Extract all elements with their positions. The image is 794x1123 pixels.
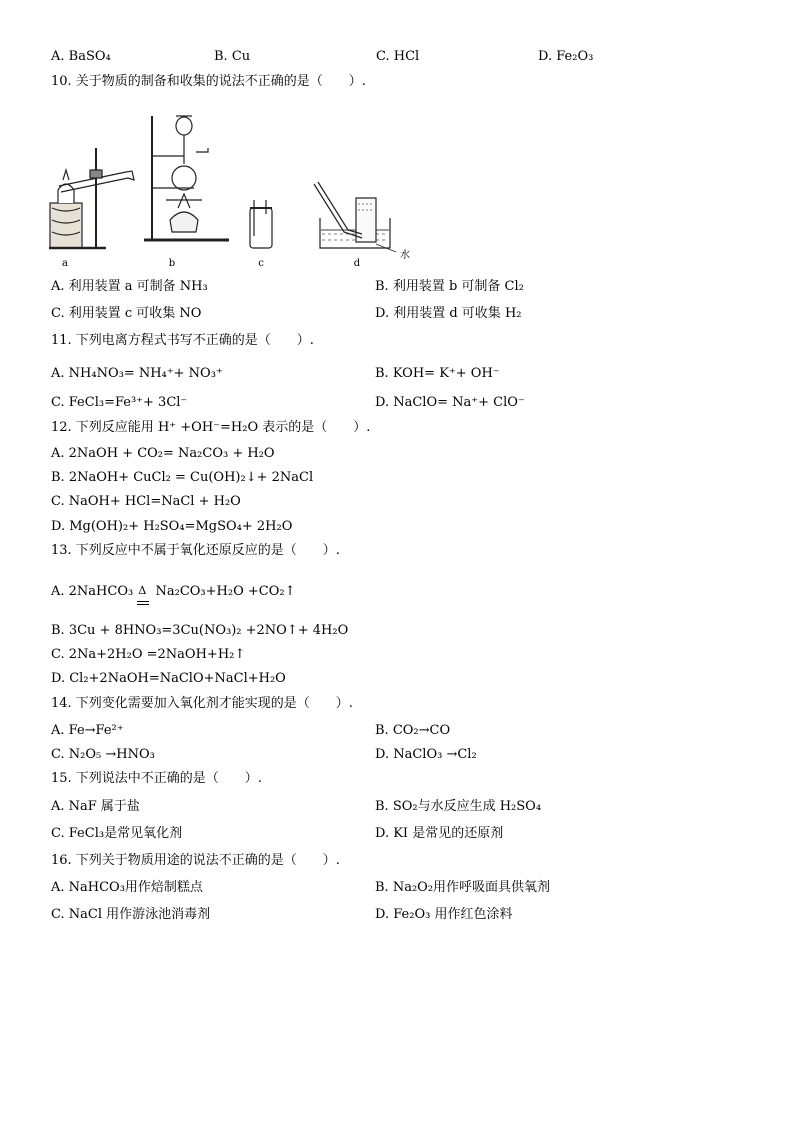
fig-label-a: a [62, 258, 68, 268]
q14-stem: 14. 下列变化需要加入氧化剂才能实现的是（ ）. [51, 696, 353, 711]
q9-option-c: C. HCl [376, 49, 420, 64]
q12-option-a: A. 2NaOH + CO₂= Na₂CO₃ + H₂O [51, 446, 275, 461]
lab-apparatus-figure [44, 108, 424, 268]
delta-icon: Δ [138, 584, 147, 597]
q14-option-a: A. Fe→Fe²⁺ [51, 723, 124, 738]
q12-option-b: B. 2NaOH+ CuCl₂ = Cu(OH)₂↓+ 2NaCl [51, 470, 314, 485]
q15-stem: 15. 下列说法中不正确的是（ ）. [51, 771, 262, 786]
q10-option-d: D. 利用装置 d 可收集 H₂ [375, 306, 522, 321]
q15-option-c: C. FeCl₃是常见氧化剂 [51, 826, 183, 841]
q14-option-c: C. N₂O₅ →HNO₃ [51, 747, 155, 762]
apparatus-a [49, 148, 134, 248]
q13-option-c: C. 2Na+2H₂O =2NaOH+H₂↑ [51, 647, 246, 662]
fig-label-d: d [353, 258, 361, 268]
q11-option-a: A. NH₄NO₃= NH₄⁺+ NO₃⁺ [51, 366, 223, 381]
apparatus-b [144, 116, 229, 240]
q9-option-d: D. Fe₂O₃ [538, 49, 594, 64]
q15-option-b: B. SO₂与水反应生成 H₂SO₄ [375, 799, 542, 814]
q13-option-a-left: A. 2NaHCO₃ [51, 584, 134, 599]
fig-label-c: c [258, 258, 264, 268]
q11-option-b: B. KOH= K⁺+ OH⁻ [375, 366, 500, 381]
fig-label-b: b [168, 258, 176, 268]
q12-stem: 12. 下列反应能用 H⁺ +OH⁻=H₂O 表示的是（ ）. [51, 420, 371, 435]
q16-stem: 16. 下列关于物质用途的说法不正确的是（ ）. [51, 853, 340, 868]
q9-option-b: B. Cu [214, 49, 251, 64]
q16-option-b: B. Na₂O₂用作呼吸面具供氧剂 [375, 880, 551, 895]
q13-option-d: D. Cl₂+2NaOH=NaClO+NaCl+H₂O [51, 671, 286, 686]
q15-option-d: D. KI 是常见的还原剂 [375, 826, 504, 841]
q12-option-c: C. NaOH+ HCl=NaCl + H₂O [51, 494, 241, 509]
q11-option-c: C. FeCl₃=Fe³⁺+ 3Cl⁻ [51, 395, 188, 410]
q11-stem: 11. 下列电离方程式书写不正确的是（ ）. [51, 333, 314, 348]
q16-option-d: D. Fe₂O₃ 用作红色涂料 [375, 907, 513, 922]
equals-bar-bottom [137, 604, 149, 605]
q16-option-c: C. NaCl 用作游泳池消毒剂 [51, 907, 211, 922]
q13-stem: 13. 下列反应中不属于氧化还原反应的是（ ）. [51, 543, 340, 558]
q14-option-d: D. NaClO₃ →Cl₂ [375, 747, 477, 762]
fig-water-label: 水 [400, 250, 410, 261]
q10-stem: 10. 关于物质的制备和收集的说法不正确的是（ ）. [51, 74, 366, 89]
q11-option-d: D. NaClO= Na⁺+ ClO⁻ [375, 395, 525, 410]
q15-option-a: A. NaF 属于盐 [51, 799, 140, 814]
equals-bar-top [137, 601, 149, 602]
q14-option-b: B. CO₂→CO [375, 723, 451, 738]
apparatus-c [250, 200, 272, 248]
q10-option-a: A. 利用装置 a 可制备 NH₃ [51, 279, 208, 294]
q10-option-c: C. 利用装置 c 可收集 NO [51, 306, 202, 321]
q13-option-a [51, 584, 295, 600]
q12-option-d: D. Mg(OH)₂+ H₂SO₄=MgSO₄+ 2H₂O [51, 519, 293, 534]
q9-option-a: A. BaSO₄ [51, 49, 111, 64]
q13-option-b: B. 3Cu + 8HNO₃=3Cu(NO₃)₂ +2NO↑+ 4H₂O [51, 623, 349, 638]
q13-option-a-right: Na₂CO₃+H₂O +CO₂↑ [155, 584, 296, 599]
q10-option-b: B. 利用装置 b 可制备 Cl₂ [375, 279, 524, 294]
apparatus-d [314, 182, 396, 252]
q16-option-a: A. NaHCO₃用作焙制糕点 [51, 880, 203, 895]
